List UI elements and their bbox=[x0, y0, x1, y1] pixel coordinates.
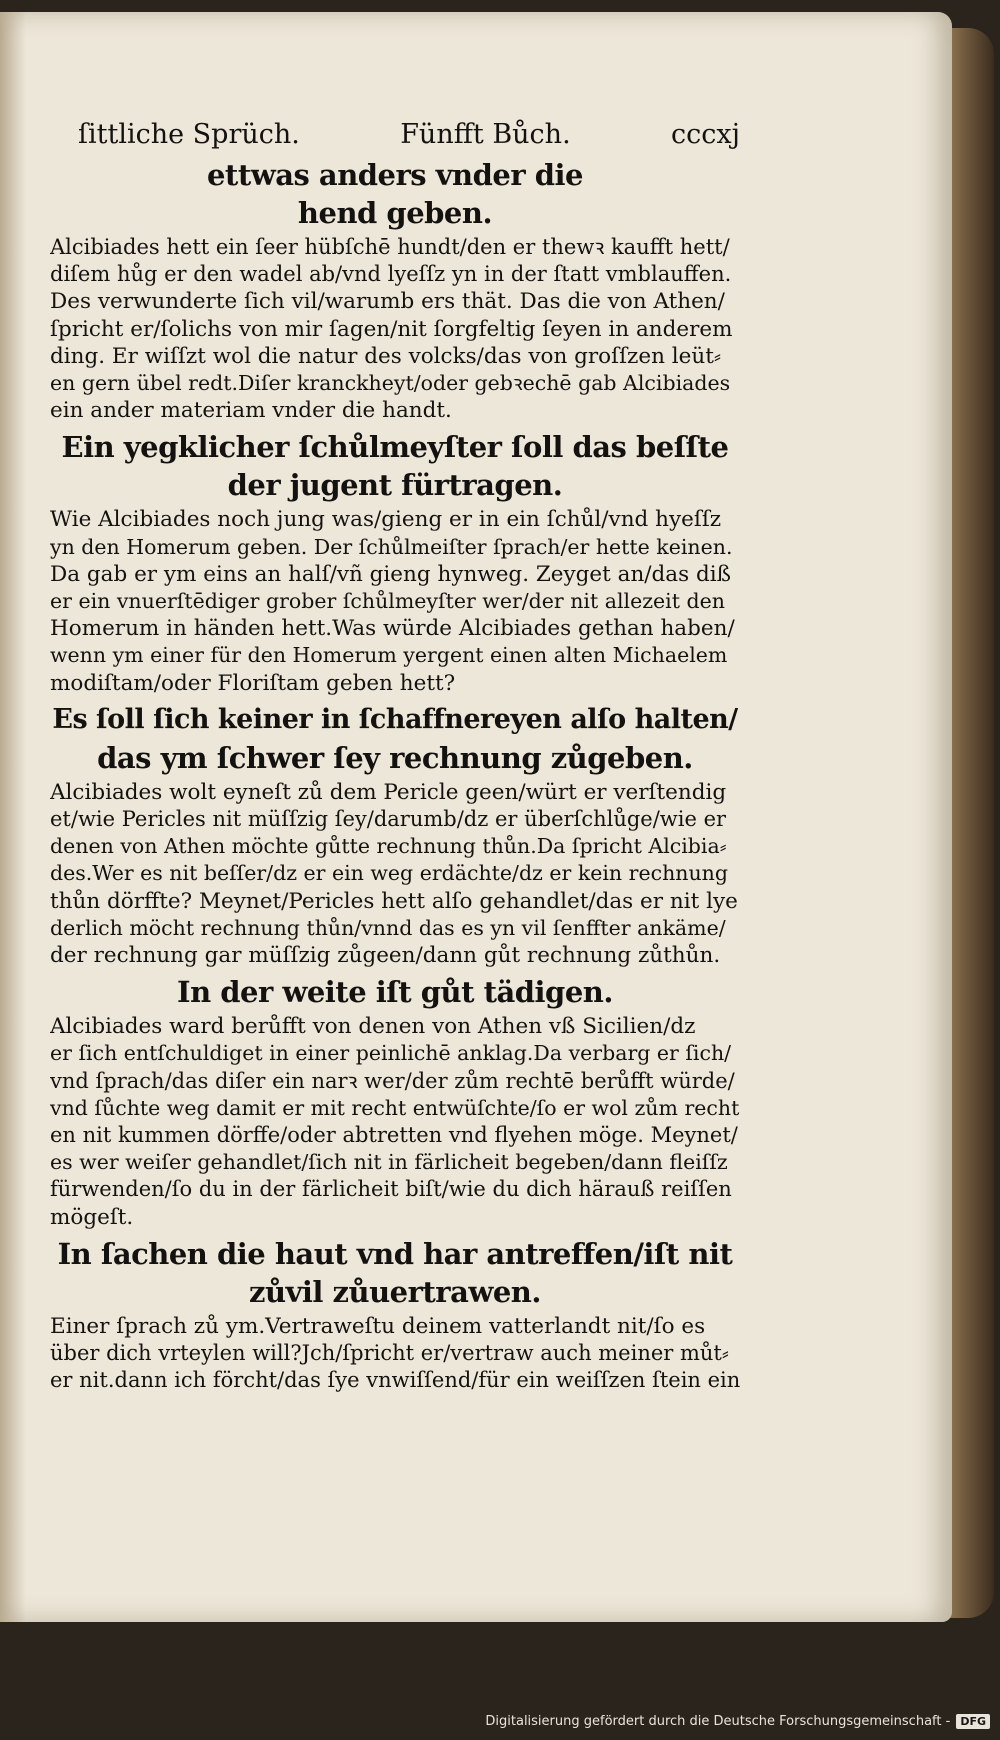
text-line: et/wie Pericles nit müſſzig ſey/darumb/dz er überſchlůge/wie er bbox=[50, 807, 727, 832]
section-heading bbox=[50, 701, 740, 777]
heading-line: Ein yegklicher ſchůlmeyſter ſoll das beſſte bbox=[61, 430, 729, 465]
text-line: Da gab er ym eins an halſ/vñ gieng hynweg. Zeyget an/das diß bbox=[50, 561, 731, 587]
text-line: es wer weiſer gehandlet/ſich nit in färlicheit begeben/dann fleiſſz bbox=[50, 1150, 728, 1175]
text-line: Alcibiades hett ein ſeer hübſchē hundt/den er thewꝛ kaufft hett/ bbox=[50, 235, 730, 259]
heading-line: zůvil zůuertrawen. bbox=[249, 1274, 541, 1309]
section-heading bbox=[50, 1235, 740, 1311]
text-line: modiſtam/oder Floriſtam geben hett? bbox=[50, 670, 456, 696]
text-line: Alcibiades ward berůfft von denen von Athen vß Sicilien/dz bbox=[50, 1014, 696, 1040]
text-line: des.Wer es nit beſſer/dz er ein weg erdächte/dz er kein rechnung bbox=[50, 861, 729, 886]
text-line: er ſich entſchuldiget in einer peinlichē anklag.Da verbarg er ſich/ bbox=[50, 1041, 732, 1066]
text-line: der rechnung gar müſſzig zůgeen/dann gůt rechnung zůthůn. bbox=[50, 943, 721, 969]
text-line: yn den Homerum geben. Der ſchůlmeiſter ſprach/er hette keinen. bbox=[50, 534, 733, 559]
text-line: mögeſt. bbox=[50, 1204, 134, 1230]
page-text-block bbox=[50, 118, 740, 1395]
text-line: fürwenden/ſo du in der färlicheit biſt/wie du dich härauß reiſſen bbox=[50, 1177, 732, 1202]
section-paragraph bbox=[50, 1313, 740, 1395]
running-head bbox=[50, 118, 740, 152]
heading-line: hend geben. bbox=[297, 196, 493, 230]
text-line: en nit kummen dörffe/oder abtretten vnd flyehen möge. Meynet/ bbox=[50, 1123, 738, 1148]
text-line: ein ander materiam vnder die handt. bbox=[50, 398, 452, 424]
text-line: denen von Athen möchte gůtte rechnung thůn.Da ſpricht Alcibia⸗ bbox=[50, 834, 727, 859]
section-2 bbox=[50, 428, 740, 696]
text-line: diſem hůg er den wadel ab/vnd lyeſſz yn in der ſtatt vmblauffen. bbox=[50, 262, 732, 287]
text-line: vnd ſůchte weg damit er mit recht entwüſchte/ſo er wol zům recht bbox=[50, 1095, 740, 1120]
heading-line: der jugent fürtragen. bbox=[227, 468, 563, 503]
section-1 bbox=[50, 156, 740, 424]
running-head-left: ſittliche Sprüch. bbox=[78, 119, 300, 150]
credit-text: Digitalisierung gefördert durch die Deutsche Forschungsgemeinschaft - bbox=[485, 1713, 951, 1729]
folio-number: cccxj bbox=[671, 119, 740, 150]
section-5 bbox=[50, 1235, 740, 1395]
digitization-credit bbox=[485, 1708, 990, 1734]
text-line: ſpricht er/ſolichs von mir ſagen/nit ſorgfeltig ſeyen in anderem bbox=[50, 316, 733, 342]
section-paragraph bbox=[50, 234, 740, 424]
text-line: Des verwunderte ſich vil/warumb ers thät. Das die von Athen/ bbox=[50, 289, 725, 315]
section-4 bbox=[50, 973, 740, 1231]
heading-line: In der weite iſt gůt tädigen. bbox=[177, 975, 613, 1010]
text-line: er nit.dann ich förcht/das ſye vnwiſſend/für ein weiſſzen ſtein ein bbox=[50, 1368, 740, 1393]
dfg-logo: DFG bbox=[956, 1714, 990, 1729]
heading-line: In ſachen die haut vnd har antreffen/iſt nit bbox=[57, 1236, 733, 1271]
text-line: derlich möcht rechnung thůn/vnnd das es yn vil ſenffter ankäme/ bbox=[50, 915, 726, 940]
heading-line: das ym ſchwer ſey rechnung zůgeben. bbox=[97, 740, 693, 775]
text-line: über dich vrteylen will?Jch/ſpricht er/vertraw auch meiner můt⸗ bbox=[50, 1341, 729, 1366]
section-paragraph bbox=[50, 1013, 740, 1231]
running-head-center: Fünfft Bůch. bbox=[400, 119, 571, 150]
section-3 bbox=[50, 701, 740, 969]
heading-line: Es ſoll ſich keiner in ſchaffnereyen alſo halten/ bbox=[52, 703, 738, 735]
section-paragraph bbox=[50, 779, 740, 969]
text-line: Homerum in händen hett.Was würde Alcibiades gethan haben/ bbox=[50, 616, 735, 642]
text-line: Alcibiades wolt eyneſt zů dem Pericle geen/würt er verſtendig bbox=[50, 779, 727, 805]
text-line: er ein vnuerſtēdiger grober ſchůlmeyſter wer/der nit allezeit den bbox=[50, 589, 725, 614]
binding-show-through bbox=[4, 150, 20, 1500]
heading-line: ettwas anders vnder die bbox=[206, 158, 583, 192]
section-paragraph bbox=[50, 506, 740, 696]
text-line: thůn dörffte? Meynet/Pericles hett alſo gehandlet/das er nit lye bbox=[50, 888, 738, 914]
text-line: en gern übel redt.Diſer kranckheyt/oder gebꝛechē gab Alcibiades bbox=[50, 371, 731, 396]
text-line: vnd ſprach/das diſer ein narꝛ wer/der zům rechtē berůfft würde/ bbox=[50, 1068, 735, 1093]
section-heading bbox=[50, 156, 740, 232]
section-heading bbox=[50, 973, 740, 1011]
text-line: wenn ym einer für den Homerum yergent einen alten Michaelem bbox=[50, 643, 728, 668]
section-heading bbox=[50, 428, 740, 504]
text-line: Einer ſprach zů ym.Vertraweſtu deinem vatterlandt nit/ſo es bbox=[50, 1313, 706, 1339]
text-line: Wie Alcibiades noch jung was/gieng er in ein ſchůl/vnd hyeſſz bbox=[50, 507, 722, 533]
text-line: ding. Er wiſſzt wol die natur des volcks/das von groſſzen leüt⸗ bbox=[50, 343, 722, 369]
